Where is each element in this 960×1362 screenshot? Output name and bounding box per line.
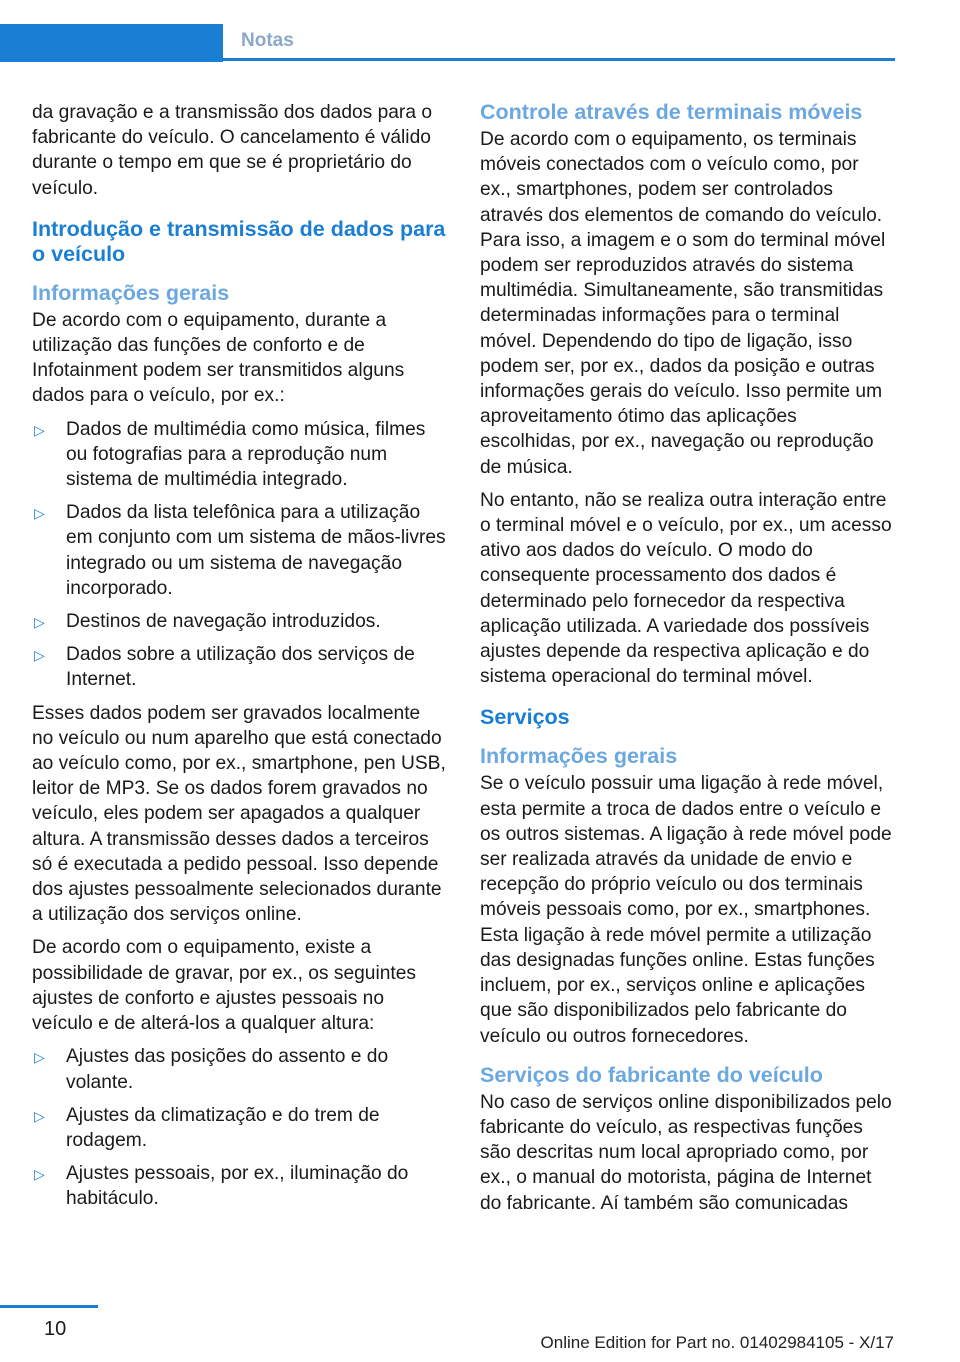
triangle-bullet-icon: ▷ — [34, 614, 45, 631]
paragraph: No entanto, não se realiza outra interação entre o terminal móvel e o veículo, por ex., um acesso ativo aos dados do veículo. O modo do consequente processamento dos dados é determinado pelo fornecedor da respectiva aplicação utilizada. A variedade dos possíveis ajustes depende da respectiva aplicação e do sistema operacional do terminal móvel. — [480, 489, 892, 688]
list-item: ▷ Ajustes pessoais, por ex., iluminação do habitáculo. — [34, 1163, 409, 1210]
subheading-manufacturer-services: Serviços do fabricante do veículo — [480, 1062, 823, 1087]
triangle-bullet-icon: ▷ — [34, 1107, 45, 1124]
triangle-bullet-icon: ▷ — [34, 421, 45, 438]
triangle-bullet-icon: ▷ — [34, 1049, 45, 1066]
page-header-title: Notas — [241, 30, 294, 51]
subheading-mobile-control: Controle através de terminais móveis — [480, 100, 863, 124]
list-item: ▷ Dados sobre a utilização dos serviços de Internet. — [34, 644, 415, 691]
edition-note: Online Edition for Part no. 01402984105 - X/17 — [540, 1333, 894, 1352]
list-item: ▷ Dados da lista telefônica para a utilização em conjunto com um sistema de mãos-livres integrado ou um sistema de navegação incorporado. — [34, 502, 446, 599]
list-item: ▷ Dados de multimédia como música, filmes ou fotografias para a reprodução num sistema de multimédia integrado. — [34, 418, 426, 491]
intro-paragraph: da gravação e a transmissão dos dados para o fabricante do veículo. O cancelamento é válido durante o tempo em que se é proprietário do veículo. — [32, 102, 432, 199]
triangle-bullet-icon: ▷ — [34, 505, 45, 522]
paragraph: No caso de serviços online disponibilizados pelo fabricante do veículo, as respectivas funções são descritas num local apropriado como, por ex., o manual do motorista, página de Internet do fabricante. Aí também são comunicadas — [480, 1091, 892, 1214]
list-item: ▷ Destinos de navegação introduzidos. — [32, 609, 446, 634]
page-number: 10 — [44, 1318, 67, 1340]
bullet-list — [32, 417, 446, 693]
header-accent-bar — [0, 24, 223, 62]
subheading-general-info: Informações gerais — [480, 744, 678, 769]
list-item: ▷ Ajustes das posições do assento e do volante. — [34, 1046, 389, 1093]
paragraph: De acordo com o equipamento, existe a possibilidade de gravar, por ex., os seguintes ajustes de conforto e ajustes pessoais no veículo e de alterá-los a qualquer altura: — [32, 937, 416, 1035]
section-heading-services: Serviços — [480, 705, 570, 730]
paragraph: Esses dados podem ser gravados localmente no veículo ou num aparelho que está conectado ao veículo como, por ex., smartphone, pen USB, leitor de MP3. Se os dados forem gravados no veículo, eles podem ser apagados a qualquer altura. A transmissão desses dados a terceiros só é executada a pedido pessoal. Isso depende dos ajustes pessoalmente selecionados durante a utilização dos serviços online. — [32, 702, 446, 926]
triangle-bullet-icon: ▷ — [34, 1166, 45, 1183]
paragraph: De acordo com o equipamento, os terminais móveis conectados com o veículo como, por ex., smartphones, podem ser controlados através dos elementos de comando do veículo. Para isso, a imagem e o som do terminal móvel podem ser reproduzidos através do sistema multimédia. Simultaneamente, são transmitidas determinadas informações para o terminal móvel. Dependendo do tipo de ligação, isso podem ser, por ex., dados da posição e outras informações gerais do veículo. Isso permite um aproveitamento ótimo das aplicações escolhidas, por ex., navegação ou reprodução de música. — [480, 129, 886, 478]
subheading-general-info: Informações gerais — [32, 280, 230, 305]
left-column — [32, 100, 446, 1220]
list-item: ▷ Ajustes da climatização e do trem de rodagem. — [34, 1104, 380, 1151]
bullet-list — [32, 1044, 446, 1211]
paragraph: Se o veículo possuir uma ligação à rede móvel, esta permite a troca de dados entre o veículo e os outros sistemas. A ligação à rede móvel pode ser realizada através da unidade de envio e recepção do próprio veículo ou dos terminais móveis pessoais como, por ex., smartphones. Esta ligação à rede móvel permite a utilização das designadas funções online. Estas funções incluem, por ex., serviços online e aplicações que são disponibilizados pelo fabricante do veículo ou outros fornecedores. — [480, 773, 892, 1047]
triangle-bullet-icon: ▷ — [34, 647, 45, 664]
right-column — [480, 100, 894, 1224]
paragraph: De acordo com o equipamento, durante a utilização das funções de conforto e de Infotainment podem ser transmitidos alguns dados para o veículo, por ex.: — [32, 309, 405, 407]
footer-rule — [0, 1305, 98, 1308]
header-rule — [223, 58, 895, 61]
section-heading-data-transmission: Introdução e transmissão de dados para o veículo — [32, 216, 446, 266]
